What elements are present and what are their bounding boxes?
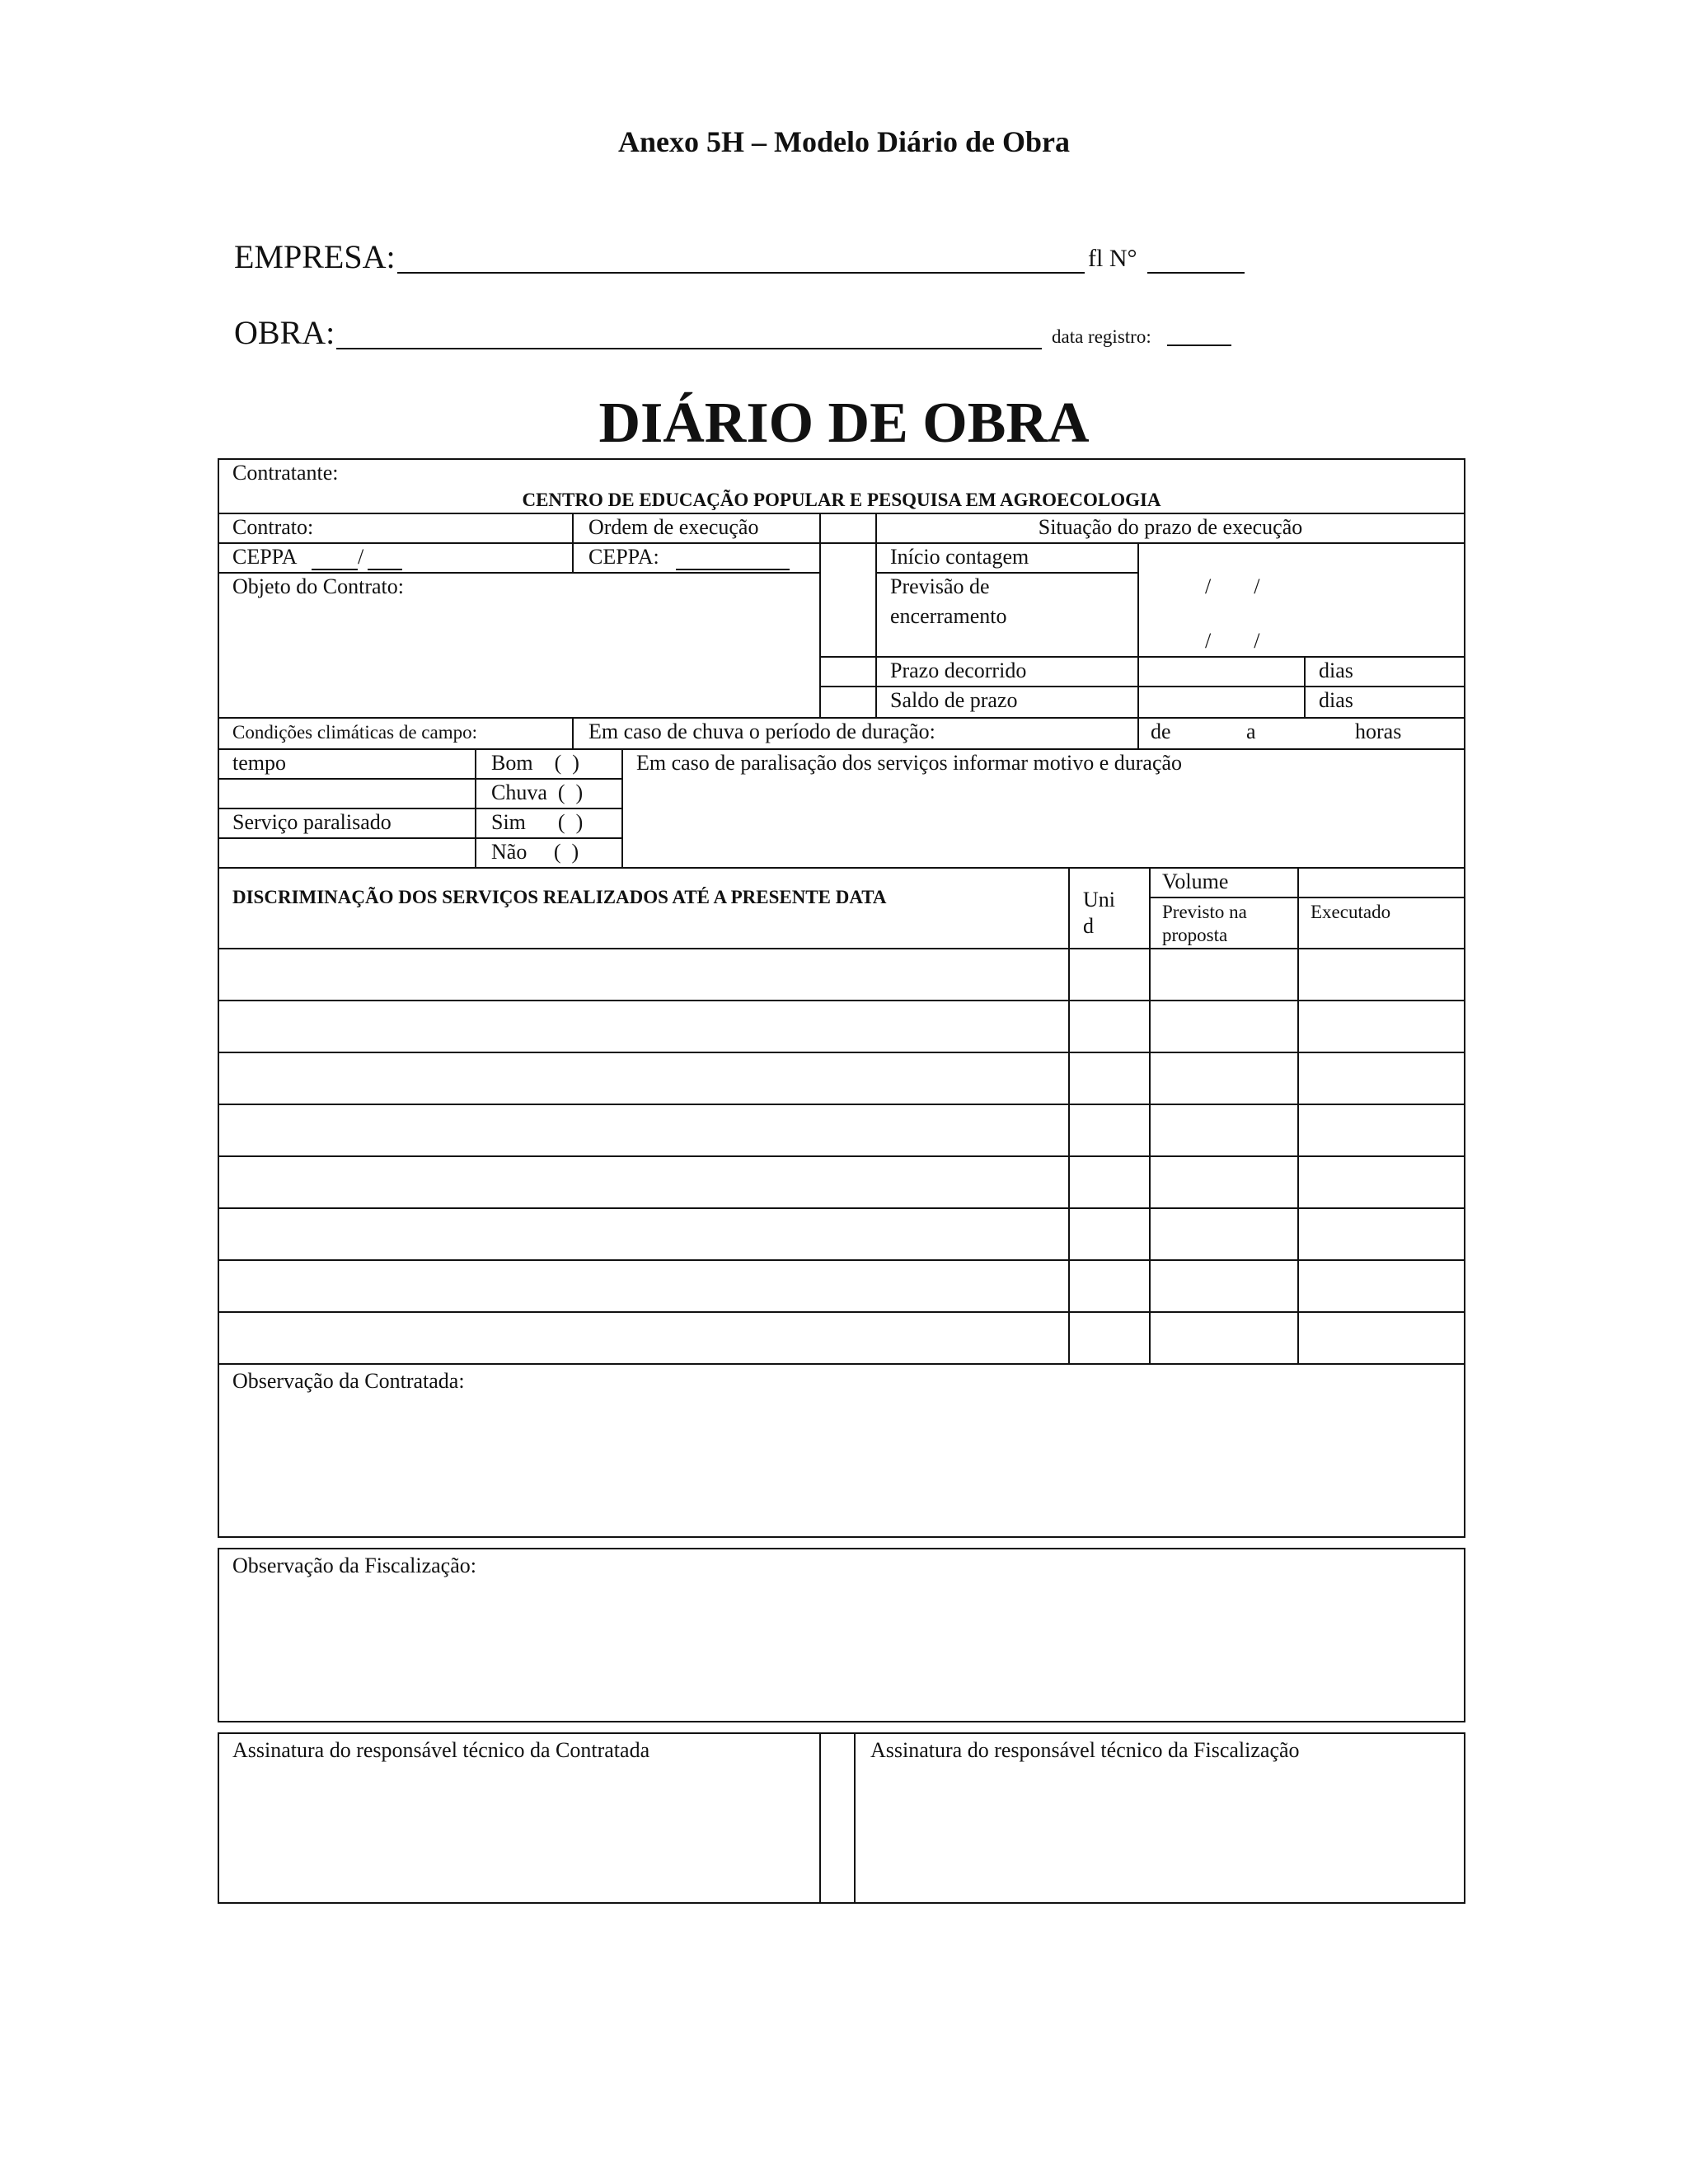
services-header-label: DISCRIMINAÇÃO DOS SERVIÇOS REALIZADOS ATÉ A PRESENTE DATA	[232, 887, 887, 907]
previsao-label-2: encerramento	[890, 604, 1007, 628]
previsto-label-2: proposta	[1162, 925, 1228, 945]
prazo-decorrido-label: Prazo decorrido	[890, 658, 1027, 682]
objeto-contrato-label: Objeto do Contrato:	[232, 574, 404, 598]
obra-field-line[interactable]	[336, 348, 1042, 349]
observacao-fiscalizacao-label: Observação da Fiscalização:	[232, 1554, 476, 1577]
previsto-label-1: Previsto na	[1162, 902, 1247, 922]
contrato-year-line[interactable]	[368, 569, 402, 570]
assinatura-fiscalizacao-label: Assinatura do responsável técnico da Fiscalização	[870, 1738, 1300, 1762]
data-registro-field-line[interactable]	[1167, 344, 1231, 346]
obra-label: OBRA:	[234, 314, 335, 351]
nao-checkbox[interactable]: Não ( )	[491, 840, 579, 864]
contratante-value: CENTRO DE EDUCAÇÃO POPULAR E PESQUISA EM AGROECOLOGIA	[522, 490, 1161, 510]
ordem-execucao-label: Ordem de execução	[588, 515, 759, 539]
executado-label: Executado	[1311, 902, 1391, 922]
tempo-label: tempo	[232, 751, 286, 775]
service-row[interactable]	[219, 1105, 1464, 1155]
volume-label: Volume	[1162, 869, 1229, 893]
observacao-contratada-label: Observação da Contratada:	[232, 1369, 465, 1393]
service-row[interactable]	[219, 1053, 1464, 1104]
assinatura-fiscalizacao-field[interactable]	[856, 1772, 1464, 1902]
service-row[interactable]	[219, 949, 1464, 1000]
assinatura-contratada-field[interactable]	[219, 1772, 818, 1902]
service-row[interactable]	[219, 1001, 1464, 1052]
main-title: DIÁRIO DE OBRA	[598, 391, 1090, 455]
contrato-number-line[interactable]	[312, 569, 358, 570]
contrato-slash: /	[358, 545, 364, 569]
service-row[interactable]	[219, 1261, 1464, 1311]
contratante-label: Contratante:	[232, 461, 339, 485]
prazo-decorrido-dias: dias	[1319, 658, 1353, 682]
chuva-horas-label: horas	[1355, 719, 1402, 743]
chuva-de-label: de	[1151, 719, 1171, 743]
servico-paralisado-label: Serviço paralisado	[232, 810, 392, 834]
chuva-checkbox[interactable]: Chuva ( )	[491, 780, 584, 804]
contrato-value: CEPPA	[232, 545, 298, 569]
data-registro-label: data registro:	[1052, 326, 1151, 347]
fl-number-field-line[interactable]	[1147, 272, 1245, 274]
chuva-a-label: a	[1246, 719, 1256, 743]
chuva-periodo-label: Em caso de chuva o período de duração:	[588, 719, 935, 743]
sim-checkbox[interactable]: Sim ( )	[491, 810, 584, 834]
saldo-prazo-label: Saldo de prazo	[890, 688, 1018, 712]
inicio-date-slashes[interactable]: / /	[1205, 574, 1260, 598]
service-row[interactable]	[219, 1209, 1464, 1259]
service-row[interactable]	[219, 1157, 1464, 1207]
unid-label-2: d	[1083, 914, 1094, 938]
annex-title: Anexo 5H – Modelo Diário de Obra	[618, 125, 1070, 158]
condicoes-climaticas-label: Condições climáticas de campo:	[232, 722, 477, 743]
paralisacao-label: Em caso de paralisação dos serviços informar motivo e duração	[636, 751, 1183, 775]
fl-number-label: fl N°	[1088, 245, 1137, 272]
inicio-contagem-label: Início contagem	[890, 545, 1029, 569]
empresa-label: EMPRESA:	[234, 238, 396, 275]
ordem-execucao-value: CEPPA:	[588, 545, 659, 569]
bom-checkbox[interactable]: Bom ( )	[491, 751, 579, 775]
empresa-field-line[interactable]	[397, 272, 1085, 274]
saldo-prazo-dias: dias	[1319, 688, 1353, 712]
contrato-label: Contrato:	[232, 515, 314, 539]
previsao-label-1: Previsão de	[890, 574, 990, 598]
encerramento-date-slashes[interactable]: / /	[1205, 629, 1260, 653]
unid-label-1: Uni	[1083, 888, 1115, 912]
ordem-execucao-field-line[interactable]	[676, 569, 790, 570]
assinatura-contratada-label: Assinatura do responsável técnico da Contratada	[232, 1738, 650, 1762]
situacao-prazo-label: Situação do prazo de execução	[1038, 515, 1303, 539]
service-row[interactable]	[219, 1313, 1464, 1363]
